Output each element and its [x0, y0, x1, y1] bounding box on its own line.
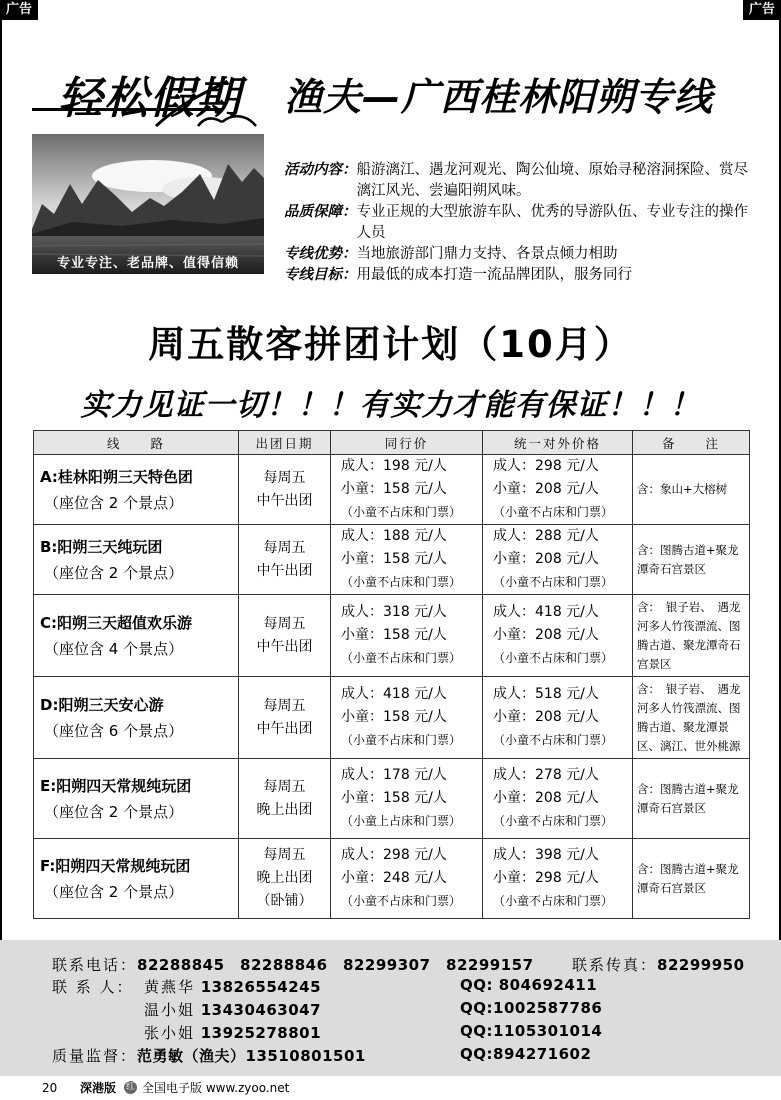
- features-list: [284, 160, 754, 286]
- adult-price: 成人：418 元/人: [341, 686, 447, 702]
- date-line: 每周五: [263, 778, 306, 795]
- route-name: D:阳朔三天安心游: [40, 695, 164, 714]
- child-price: 小童：298 元/人: [493, 870, 599, 886]
- route-cell: [34, 839, 239, 919]
- header-peer-price: 同行价: [331, 431, 483, 455]
- route-seats: （座位含 2 个景点）: [44, 802, 184, 821]
- edition-label: 深港版: [80, 1081, 117, 1095]
- date-line: 中午出团: [256, 638, 313, 655]
- date-line: 晚上出团: [256, 801, 313, 818]
- child-price: 小童：208 元/人: [493, 481, 599, 497]
- price-note: （小童不占床和门票）: [493, 575, 614, 589]
- adult-price: 成人：298 元/人: [341, 847, 447, 863]
- child-price: 小童：158 元/人: [341, 709, 447, 725]
- retail-price-cell: [483, 677, 633, 759]
- date-line: 中午出团: [256, 720, 313, 737]
- price-note: （小童不占床和门票）: [341, 575, 462, 589]
- retail-price-cell: [483, 455, 633, 525]
- price-note: （小童上占床和门票）: [341, 814, 462, 828]
- child-price: 小童：158 元/人: [341, 790, 447, 806]
- adult-price: 成人：518 元/人: [493, 686, 599, 702]
- person-phone: 13430463047: [200, 1001, 322, 1019]
- date-line: 每周五: [263, 469, 306, 486]
- child-price: 小童：158 元/人: [341, 551, 447, 567]
- table-row: [34, 839, 750, 919]
- remark-cell: 含： 银子岩、 遇龙河多人竹筏漂流、图腾古道、聚龙潭景区、漓江、世外桃源: [633, 677, 750, 759]
- date-cell: [239, 759, 331, 839]
- page-number: 20: [42, 1081, 58, 1095]
- price-note: （小童不占床和门票）: [493, 733, 614, 747]
- supervisor-line: [52, 1045, 366, 1066]
- feature-key: 活动内容：: [284, 162, 357, 178]
- remark-cell: 含：图腾古道+聚龙潭奇石宫景区: [633, 759, 750, 839]
- table-header-row: [34, 431, 750, 455]
- route-name: C:阳朔三天超值欢乐游: [40, 613, 193, 632]
- date-line: 中午出团: [256, 492, 313, 509]
- header-route: 线 路: [34, 431, 239, 455]
- remark-cell: 含：图腾古道+聚龙潭奇石宫景区: [633, 525, 750, 595]
- price-note: （小童不占床和门票）: [493, 651, 614, 665]
- table-row: [34, 455, 750, 525]
- child-price: 小童：158 元/人: [341, 627, 447, 643]
- edition-badge: 红: [125, 1082, 135, 1092]
- price-note: （小童不占床和门票）: [341, 733, 462, 747]
- person-qq: QQ:1105301014: [460, 1022, 603, 1040]
- feature-key: 专线优势：: [284, 246, 357, 262]
- table-row: [34, 525, 750, 595]
- remark-cell: 含： 银子岩、 遇龙河多人竹筏漂流、图腾古道、聚龙潭奇石宫景区: [633, 595, 750, 677]
- phone-line: [52, 954, 534, 975]
- person-qq: QQ:1002587786: [460, 999, 603, 1017]
- header-date: 出团日期: [239, 431, 331, 455]
- scenery-photo: [32, 134, 264, 274]
- date-cell: [239, 455, 331, 525]
- date-line: 每周五: [263, 847, 306, 863]
- child-price: 小童：208 元/人: [493, 551, 599, 567]
- supervisor-label: 质量监督：: [52, 1047, 138, 1065]
- route-cell: [34, 677, 239, 759]
- date-line: 每周五: [263, 697, 306, 714]
- headline: 渔夫—广西桂林阳朔专线: [284, 75, 714, 119]
- logo-swoosh-icon: [152, 82, 262, 132]
- retail-price-cell: [483, 759, 633, 839]
- feature-value: 专业正规的大型旅游车队、优秀的导游队伍、专业专注的操作人员: [356, 204, 748, 241]
- feature-key: 专线目标：: [284, 267, 357, 283]
- date-cell: [239, 677, 331, 759]
- child-price: 小童：208 元/人: [493, 790, 599, 806]
- feature-goal: [284, 265, 754, 286]
- peer-price-cell: [331, 455, 483, 525]
- feature-key: 品质保障：: [284, 204, 357, 220]
- karst-landscape-image: [32, 134, 264, 274]
- adult-price: 成人：418 元/人: [493, 604, 599, 620]
- date-line: 每周五: [263, 539, 306, 556]
- feature-quality: [284, 202, 754, 244]
- feature-value: 当地旅游部门鼎力支持、各景点倾力相助: [356, 246, 618, 262]
- logo: [32, 62, 267, 134]
- date-line: 中午出团: [256, 562, 313, 579]
- route-seats: （座位含 2 个景点）: [44, 563, 184, 582]
- route-seats: （座位含 2 个景点）: [44, 882, 184, 901]
- contact-person: [144, 976, 321, 997]
- date-line: （卧铺）: [256, 893, 313, 909]
- phone-label: 联系电话：: [52, 956, 138, 974]
- adult-price: 成人：198 元/人: [341, 458, 447, 474]
- route-seats: （座位含 6 个景点）: [44, 721, 184, 740]
- retail-price-cell: [483, 595, 633, 677]
- child-price: 小童：158 元/人: [341, 481, 447, 497]
- price-note: （小童不占床和门票）: [493, 814, 614, 828]
- peer-price-cell: [331, 759, 483, 839]
- person-name: 温小姐: [144, 1001, 196, 1019]
- date-cell: [239, 839, 331, 919]
- route-cell: [34, 759, 239, 839]
- pricing-table: [33, 430, 750, 919]
- logo-text: 轻松假期: [58, 73, 242, 124]
- route-name: E:阳朔四天常规纯玩团: [40, 776, 192, 795]
- peer-price-cell: [331, 839, 483, 919]
- route-name: A:桂林阳朔三天特色团: [40, 467, 193, 486]
- price-note: （小童不占床和门票）: [493, 505, 614, 519]
- peer-price-cell: [331, 525, 483, 595]
- plan-title: 周五散客拼团计划（10月）: [148, 323, 633, 366]
- contact-person-label: [52, 976, 134, 997]
- price-note: （小童不占床和门票）: [493, 894, 614, 908]
- person-phone: 13925278801: [200, 1024, 322, 1042]
- person-label: 联 系 人：: [52, 978, 134, 996]
- route-name: F:阳朔四天常规纯玩团: [40, 856, 191, 875]
- child-price: 小童：248 元/人: [341, 870, 447, 886]
- fax-line: [572, 954, 745, 975]
- route-seats: （座位含 2 个景点）: [44, 493, 184, 512]
- route-cell: [34, 455, 239, 525]
- adult-price: 成人：278 元/人: [493, 767, 599, 783]
- table-row: [34, 677, 750, 759]
- table-row: [34, 595, 750, 677]
- price-note: （小童不占床和门票）: [341, 651, 462, 665]
- date-cell: [239, 595, 331, 677]
- child-price: 小童：208 元/人: [493, 709, 599, 725]
- adult-price: 成人：298 元/人: [493, 458, 599, 474]
- ad-tag-right: 广告: [743, 0, 781, 20]
- child-price: 小童：208 元/人: [493, 627, 599, 643]
- retail-price-cell: [483, 839, 633, 919]
- price-note: （小童不占床和门票）: [341, 505, 462, 519]
- photo-caption: 专业专注、老品牌、值得信赖: [56, 256, 239, 271]
- top-bar: [0, 0, 781, 22]
- adult-price: 成人：188 元/人: [341, 528, 447, 544]
- person-qq: QQ: 804692411: [460, 976, 598, 994]
- peer-price-cell: [331, 677, 483, 759]
- feature-activities: [284, 160, 754, 202]
- person-name: 黄燕华: [144, 978, 196, 996]
- supervisor-qq: QQ:894271602: [460, 1045, 592, 1063]
- price-note: （小童不占床和门票）: [341, 894, 462, 908]
- adult-price: 成人：318 元/人: [341, 604, 447, 620]
- contact-section: [0, 940, 781, 1076]
- retail-price-cell: [483, 525, 633, 595]
- website-link[interactable]: 全国电子版 www.zyoo.net: [142, 1081, 290, 1095]
- adult-price: 成人：178 元/人: [341, 767, 447, 783]
- person-name: 张小姐: [144, 1024, 196, 1042]
- fax-label: 联系传真：: [572, 956, 658, 974]
- route-cell: [34, 525, 239, 595]
- route-name: B:阳朔三天纯玩团: [40, 537, 163, 556]
- contact-person: [144, 999, 321, 1020]
- header-retail-price: 统一对外价格: [483, 431, 633, 455]
- date-line: 每周五: [263, 615, 306, 632]
- feature-value: 用最低的成本打造一流品牌团队，服务同行: [356, 267, 632, 283]
- route-cell: [34, 595, 239, 677]
- supervisor-info: 范勇敏（渔夫）13510801501: [137, 1047, 366, 1065]
- slogan: 实力见证一切！！！有实力才能有保证！！！: [80, 388, 701, 423]
- date-cell: [239, 525, 331, 595]
- ad-tag-left: 广告: [0, 0, 38, 20]
- remark-cell: 含：象山+大榕树: [633, 455, 750, 525]
- feature-advantage: [284, 244, 754, 265]
- adult-price: 成人：398 元/人: [493, 847, 599, 863]
- header-remark: 备 注: [633, 431, 750, 455]
- fax-number: 82299950: [657, 956, 745, 974]
- adult-price: 成人：288 元/人: [493, 528, 599, 544]
- person-phone: 13826554245: [200, 978, 322, 996]
- feature-value: 船游漓江、遇龙河观光、陶公仙境、原始寻秘溶洞探险、赏尽漓江风光、尝遍阳朔风味。: [356, 162, 748, 199]
- remark-cell: 含：图腾古道+聚龙潭奇石宫景区: [633, 839, 750, 919]
- contact-person: [144, 1022, 321, 1043]
- left-border: [0, 20, 2, 960]
- page-footer: [0, 1076, 781, 1100]
- date-line: 晚上出团: [256, 870, 313, 886]
- peer-price-cell: [331, 595, 483, 677]
- table-row: [34, 759, 750, 839]
- phone-numbers: 82288845 82288846 82299307 82299157: [137, 956, 534, 974]
- route-seats: （座位含 4 个景点）: [44, 639, 184, 658]
